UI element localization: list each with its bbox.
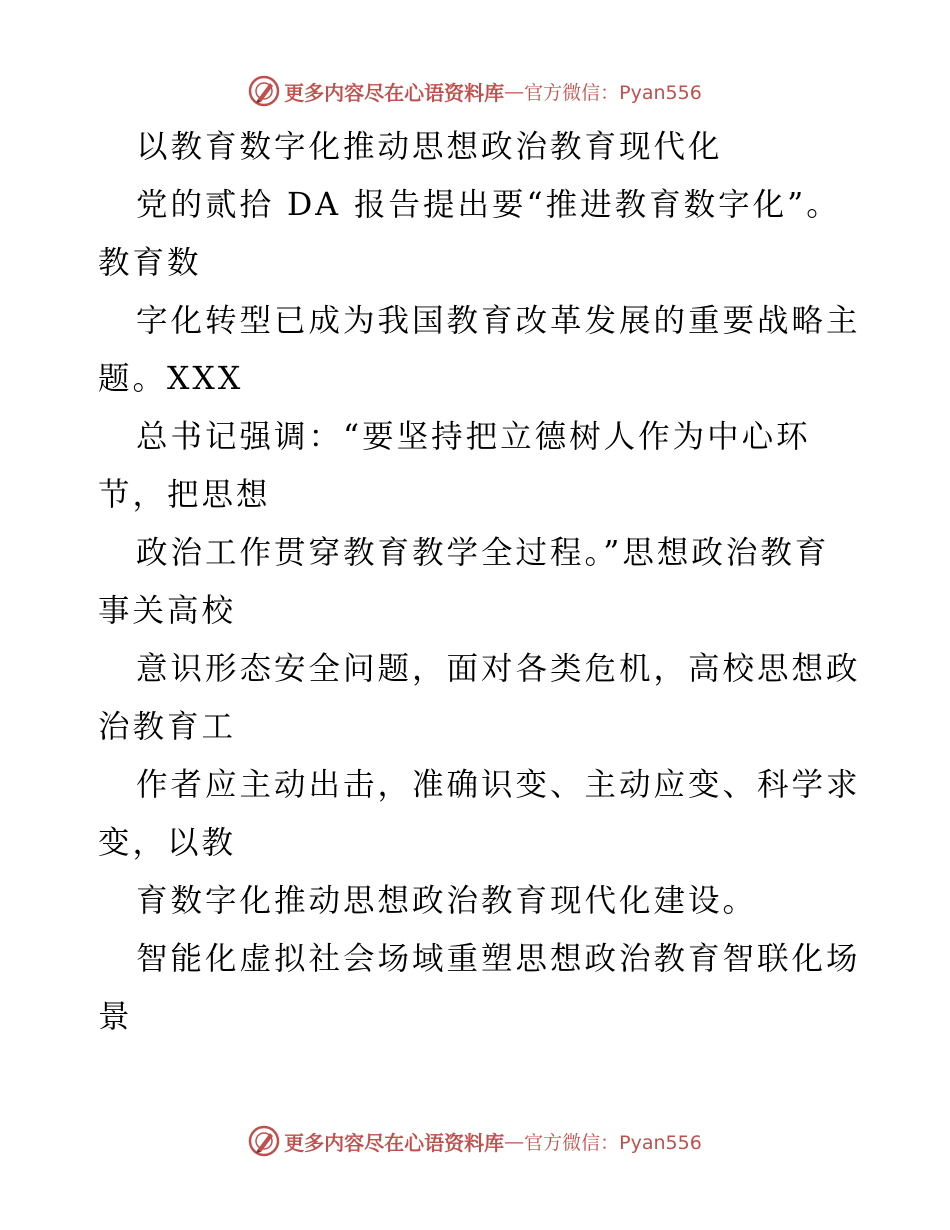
section-heading: 智能化虚拟社会场域重塑思想政治教育智联化场: [136, 941, 861, 977]
paragraph-line: 作者应主动出击，准确识变、主动应变、科学求: [136, 767, 861, 803]
paragraph-line: 题。XXX: [98, 361, 244, 397]
document-body: [98, 118, 861, 1046]
pen-logo-icon: [248, 75, 280, 107]
paragraph-line: 政治工作贯穿教育教学全过程。”思想政治教育: [136, 535, 830, 571]
pen-logo-icon: [248, 1125, 280, 1157]
paragraph-line: 变，以教: [98, 825, 237, 861]
header-separator: —: [504, 79, 525, 103]
footer-brand: 更多内容尽在心语资料库: [284, 1130, 505, 1155]
header-contact: 官方微信：Pyan556: [524, 81, 702, 104]
paragraph-line: 治教育工: [98, 709, 237, 745]
document-title: 以教育数字化推动思想政治教育现代化: [136, 129, 723, 165]
footer-separator: —: [504, 1129, 525, 1153]
footer-banner: [0, 1121, 950, 1161]
header-banner: [0, 71, 950, 111]
paragraph-line: 事关高校: [98, 593, 237, 629]
paragraph-line: 教育数: [98, 245, 202, 281]
paragraph-line: 总书记强调：“要坚持把立德树人作为中心环: [136, 419, 811, 455]
footer-contact: 官方微信：Pyan556: [524, 1131, 702, 1154]
paragraph-line: 育数字化推动思想政治教育现代化建设。: [136, 883, 758, 919]
header-brand: 更多内容尽在心语资料库: [284, 80, 505, 105]
paragraph-line: 字化转型已成为我国教育改革发展的重要战略主: [136, 303, 861, 339]
paragraph-line: 党的贰拾 DA 报告提出要“推进教育数字化”。: [136, 187, 841, 223]
paragraph-line: 节，把思想: [98, 477, 271, 513]
paragraph-line: 意识形态安全问题，面对各类危机，高校思想政: [136, 651, 861, 687]
section-heading-continued: 景: [98, 999, 133, 1035]
